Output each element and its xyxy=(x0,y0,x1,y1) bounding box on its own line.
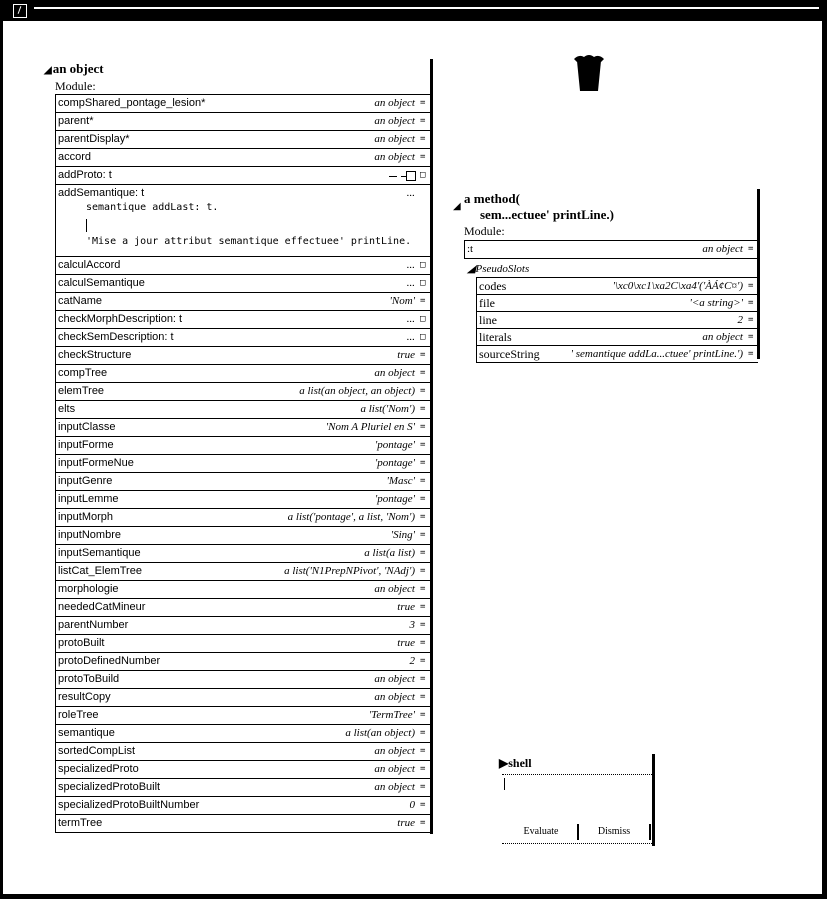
slot-name: morphologie xyxy=(58,583,119,595)
assign-button-icon[interactable]: = xyxy=(420,440,426,450)
slot-row[interactable] xyxy=(55,778,430,796)
slot-row[interactable] xyxy=(55,508,430,526)
method-slot-value: an object xyxy=(702,243,743,255)
slot-name: resultCopy xyxy=(58,691,111,703)
slot-name: elemTree xyxy=(58,385,105,397)
slot-value: an object xyxy=(374,691,415,703)
pseudo-slot-name: codes xyxy=(479,279,507,293)
slot-row[interactable] xyxy=(55,706,430,724)
assign-button-icon[interactable]: = xyxy=(420,98,426,108)
slot-row[interactable] xyxy=(55,436,430,454)
slot-value: ... xyxy=(406,313,415,325)
object-title-label: an object xyxy=(52,61,104,76)
pseudo-slot-value: an object xyxy=(702,331,743,343)
slot-name: neededCatMineur xyxy=(58,601,146,613)
assign-button-icon[interactable]: = xyxy=(420,368,426,378)
slot-name: checkSemDescription: t xyxy=(58,331,174,343)
slot-row[interactable] xyxy=(55,346,430,364)
slot-value: a list('Nom') xyxy=(360,403,415,415)
pseudo-slot-row[interactable] xyxy=(476,277,758,294)
slot-row[interactable] xyxy=(55,526,430,544)
slot-name: specializedProto xyxy=(58,763,139,775)
slot-name: inputForme xyxy=(58,439,114,451)
slot-row[interactable] xyxy=(55,670,430,688)
slot-name: parentDisplay* xyxy=(58,133,130,145)
assign-button-icon[interactable]: = xyxy=(420,818,426,828)
slot-row[interactable] xyxy=(55,166,430,184)
slot-value: an object xyxy=(374,745,415,757)
assign-button-icon[interactable]: = xyxy=(420,152,426,162)
pseudo-slot-row[interactable] xyxy=(476,294,758,311)
slot-value: an object xyxy=(374,583,415,595)
slot-value: an object xyxy=(374,781,415,793)
slot-row[interactable] xyxy=(55,688,430,706)
slot-value: an object xyxy=(374,133,415,145)
assign-button-icon[interactable]: = xyxy=(420,710,426,720)
assign-button-icon[interactable]: = xyxy=(748,332,754,342)
slot-row[interactable] xyxy=(55,328,430,346)
assign-button-icon[interactable]: = xyxy=(420,494,426,504)
assign-button-icon[interactable]: = xyxy=(420,638,426,648)
slot-row[interactable] xyxy=(55,256,430,274)
pseudo-slot-value: '\xc0\xc1\xa2C\xa4'('ÀÁ¢C¤') xyxy=(612,280,743,292)
slot-row[interactable] xyxy=(55,490,430,508)
assign-button-icon[interactable]: = xyxy=(748,298,754,308)
slot-value: ... xyxy=(406,259,415,271)
slot-value: a list(an object, an object) xyxy=(299,385,415,397)
slot-row[interactable] xyxy=(55,652,430,670)
assign-button-icon[interactable]: = xyxy=(420,458,426,468)
assign-button-icon[interactable]: = xyxy=(420,728,426,738)
slot-name: compShared_pontage_lesion* xyxy=(58,97,206,109)
shell-outliner xyxy=(499,754,657,846)
assign-button-icon[interactable]: = xyxy=(420,800,426,810)
slot-value: 'Masc' xyxy=(386,475,415,487)
assign-button-icon[interactable]: = xyxy=(748,349,754,359)
slot-row[interactable] xyxy=(55,796,430,814)
slot-value: an object xyxy=(374,763,415,775)
slot-name: parent* xyxy=(58,115,94,127)
method-title[interactable]: a method( xyxy=(464,191,520,206)
slot-value: an object xyxy=(374,115,415,127)
slot-value: 0 xyxy=(409,799,415,811)
assign-button-icon[interactable]: = xyxy=(420,764,426,774)
slot-row[interactable] xyxy=(55,814,430,833)
world-canvas xyxy=(3,21,822,894)
slot-row[interactable] xyxy=(55,310,430,328)
method-button-icon[interactable]: □ xyxy=(420,332,426,342)
slot-value: an object xyxy=(374,151,415,163)
assign-button-icon[interactable]: = xyxy=(420,584,426,594)
pseudo-slot-row[interactable] xyxy=(476,328,758,345)
method-module-label: Module: xyxy=(464,224,505,238)
object-module-label: Module: xyxy=(55,79,96,93)
connector-handle-icon[interactable] xyxy=(406,171,416,181)
object-title[interactable] xyxy=(44,61,104,77)
assign-button-icon[interactable]: = xyxy=(420,296,426,306)
slot-row[interactable] xyxy=(55,634,430,652)
slot-value: 'pontage' xyxy=(374,457,415,469)
shell-title[interactable] xyxy=(499,756,532,771)
pseudo-slot-list xyxy=(476,277,758,363)
assign-button-icon[interactable]: = xyxy=(748,281,754,291)
slot-name: termTree xyxy=(58,817,103,829)
slot-name: catName xyxy=(58,295,103,307)
method-title-continued: sem...ectuee' printLine.) xyxy=(480,207,614,222)
method-button-icon[interactable]: □ xyxy=(420,314,426,324)
text-cursor xyxy=(504,778,505,790)
slot-name: compTree xyxy=(58,367,108,379)
slot-value: 3 xyxy=(409,619,415,631)
slot-name: roleTree xyxy=(58,709,99,721)
slot-row[interactable] xyxy=(55,292,430,310)
pseudo-slot-row[interactable] xyxy=(476,345,758,363)
text-cursor xyxy=(86,219,87,232)
method-source-line[interactable]: semantique addLast: t. xyxy=(86,202,219,213)
slot-value: 'Nom A Pluriel en S' xyxy=(325,421,415,433)
dismiss-button[interactable]: Dismiss xyxy=(579,824,651,840)
method-button-icon[interactable]: □ xyxy=(420,260,426,270)
collapse-triangle-icon[interactable]: ◢ xyxy=(44,65,52,76)
close-icon[interactable] xyxy=(13,4,27,18)
assign-button-icon[interactable]: = xyxy=(420,134,426,144)
slot-value: 'pontage' xyxy=(374,493,415,505)
slot-name: protoDefinedNumber xyxy=(58,655,161,667)
slot-value: true xyxy=(397,601,415,613)
slot-name: inputSemantique xyxy=(58,547,141,559)
assign-button-icon[interactable]: = xyxy=(420,512,426,522)
assign-button-icon[interactable]: = xyxy=(420,692,426,702)
slot-value: true xyxy=(397,637,415,649)
slot-name: calculSemantique xyxy=(58,277,145,289)
slot-row[interactable] xyxy=(55,616,430,634)
slot-row[interactable] xyxy=(55,148,430,166)
assign-button-icon[interactable]: = xyxy=(420,602,426,612)
slot-name: checkMorphDescription: t xyxy=(58,313,183,325)
assign-button-icon[interactable]: = xyxy=(420,782,426,792)
slot-value: true xyxy=(397,817,415,829)
expand-triangle-icon[interactable]: ▶ xyxy=(499,756,509,770)
slot-value: 2 xyxy=(409,655,415,667)
slot-name: protoBuilt xyxy=(58,637,105,649)
pseudo-slot-row[interactable] xyxy=(476,311,758,328)
slot-row[interactable] xyxy=(55,472,430,490)
assign-button-icon[interactable]: = xyxy=(420,116,426,126)
arrow-connector-gap xyxy=(397,176,401,177)
method-slot-row[interactable] xyxy=(464,240,758,259)
slot-value: an object xyxy=(374,97,415,109)
slot-name: addSemantique: t xyxy=(58,187,145,199)
slot-value: 'Nom' xyxy=(389,295,415,307)
assign-button-icon[interactable]: = xyxy=(420,746,426,756)
assign-button-icon[interactable]: = xyxy=(420,674,426,684)
slot-value: an object xyxy=(374,367,415,379)
slot-name: addProto: t xyxy=(58,169,112,181)
slot-name: listCat_ElemTree xyxy=(58,565,142,577)
assign-button-icon[interactable]: = xyxy=(748,315,754,325)
slot-row[interactable] xyxy=(55,760,430,778)
slot-row[interactable] xyxy=(55,724,430,742)
outliner-edge[interactable] xyxy=(430,59,433,834)
trash-icon[interactable] xyxy=(571,53,607,93)
pseudo-slot-value: ' semantique addLa...ctuee' printLine.') xyxy=(570,348,743,360)
slot-value: 'pontage' xyxy=(374,439,415,451)
slot-name: inputFormeNue xyxy=(58,457,134,469)
slot-row[interactable] xyxy=(55,400,430,418)
pseudo-slot-name: sourceString xyxy=(479,347,540,361)
slot-row[interactable] xyxy=(55,742,430,760)
slot-name: inputGenre xyxy=(58,475,113,487)
pseudo-slot-name: literals xyxy=(479,330,512,344)
slot-row[interactable] xyxy=(55,598,430,616)
pseudo-slots-header[interactable] xyxy=(467,262,529,275)
slot-name: accord xyxy=(58,151,92,163)
assign-button-icon[interactable]: = xyxy=(420,350,426,360)
slot-name: inputLemme xyxy=(58,493,119,505)
slot-row[interactable] xyxy=(55,364,430,382)
pseudo-slot-name: line xyxy=(479,313,497,327)
method-source-line[interactable]: 'Mise a jour attribut semantique effectuee' printLine. xyxy=(86,236,412,247)
collapse-triangle-icon[interactable]: ◢ xyxy=(467,263,476,275)
slot-value: 'TermTree' xyxy=(368,709,415,721)
slot-name: parentNumber xyxy=(58,619,129,631)
assign-button-icon[interactable]: = xyxy=(420,404,426,414)
slot-row[interactable] xyxy=(55,382,430,400)
slot-value: true xyxy=(397,349,415,361)
method-slot-list xyxy=(464,240,758,259)
slot-name: inputClasse xyxy=(58,421,116,433)
slot-name: sortedCompList xyxy=(58,745,136,757)
slot-value: 'Sing' xyxy=(390,529,415,541)
slot-value: an object xyxy=(374,673,415,685)
slot-row[interactable] xyxy=(55,454,430,472)
slot-name: calculAccord xyxy=(58,259,121,271)
slot-row[interactable] xyxy=(55,544,430,562)
pseudo-slots-label: PseudoSlots xyxy=(475,263,530,275)
assign-button-icon[interactable]: = xyxy=(420,386,426,396)
assign-button-icon[interactable]: = xyxy=(420,422,426,432)
title-bar[interactable] xyxy=(0,0,827,20)
slot-name: protoToBuild xyxy=(58,673,120,685)
slot-name: specializedProtoBuiltNumber xyxy=(58,799,200,811)
slot-row[interactable] xyxy=(55,130,430,148)
slot-name: elts xyxy=(58,403,76,415)
method-slot-name: :t xyxy=(467,243,474,255)
slot-row[interactable] xyxy=(55,562,430,580)
slot-row[interactable] xyxy=(55,580,430,598)
slot-name: specializedProtoBuilt xyxy=(58,781,161,793)
assign-button-icon[interactable]: = xyxy=(420,656,426,666)
outliner-edge[interactable] xyxy=(652,754,655,846)
slot-value: ... xyxy=(406,187,415,199)
slot-row[interactable] xyxy=(55,274,430,292)
pseudo-slot-name: file xyxy=(479,296,495,310)
assign-button-icon[interactable]: = xyxy=(420,566,426,576)
collapse-triangle-icon[interactable]: ◢ xyxy=(453,201,461,212)
slot-name: semantique xyxy=(58,727,115,739)
pseudo-slot-value: '<a string>' xyxy=(689,297,743,309)
assign-button-icon[interactable]: = xyxy=(420,476,426,486)
method-button-icon[interactable]: □ xyxy=(420,170,426,180)
slot-name: checkStructure xyxy=(58,349,132,361)
slot-row[interactable] xyxy=(55,184,430,256)
pseudo-slot-value: 2 xyxy=(737,314,743,326)
assign-button-icon[interactable]: = xyxy=(420,620,426,630)
slot-value: a list(an object) xyxy=(345,727,415,739)
slot-row[interactable] xyxy=(55,112,430,130)
slot-value: a list(a list) xyxy=(364,547,415,559)
object-slot-list xyxy=(55,94,430,833)
slot-value: a list('pontage', a list, 'Nom') xyxy=(287,511,415,523)
assign-button-icon[interactable]: = xyxy=(748,244,754,254)
assign-button-icon[interactable]: = xyxy=(420,530,426,540)
slot-row[interactable] xyxy=(55,94,430,112)
assign-button-icon[interactable]: = xyxy=(420,548,426,558)
evaluate-button[interactable]: Evaluate xyxy=(505,824,579,840)
shell-title-label: shell xyxy=(508,756,532,770)
slot-name: inputMorph xyxy=(58,511,114,523)
slot-name: inputNombre xyxy=(58,529,121,541)
slot-value: a list('N1PrepNPivot', 'NAdj') xyxy=(284,565,415,577)
title-bar-stripe xyxy=(34,7,819,9)
slot-row[interactable] xyxy=(55,418,430,436)
method-button-icon[interactable]: □ xyxy=(420,278,426,288)
slot-value: ... xyxy=(406,277,415,289)
slot-value: ... xyxy=(406,331,415,343)
